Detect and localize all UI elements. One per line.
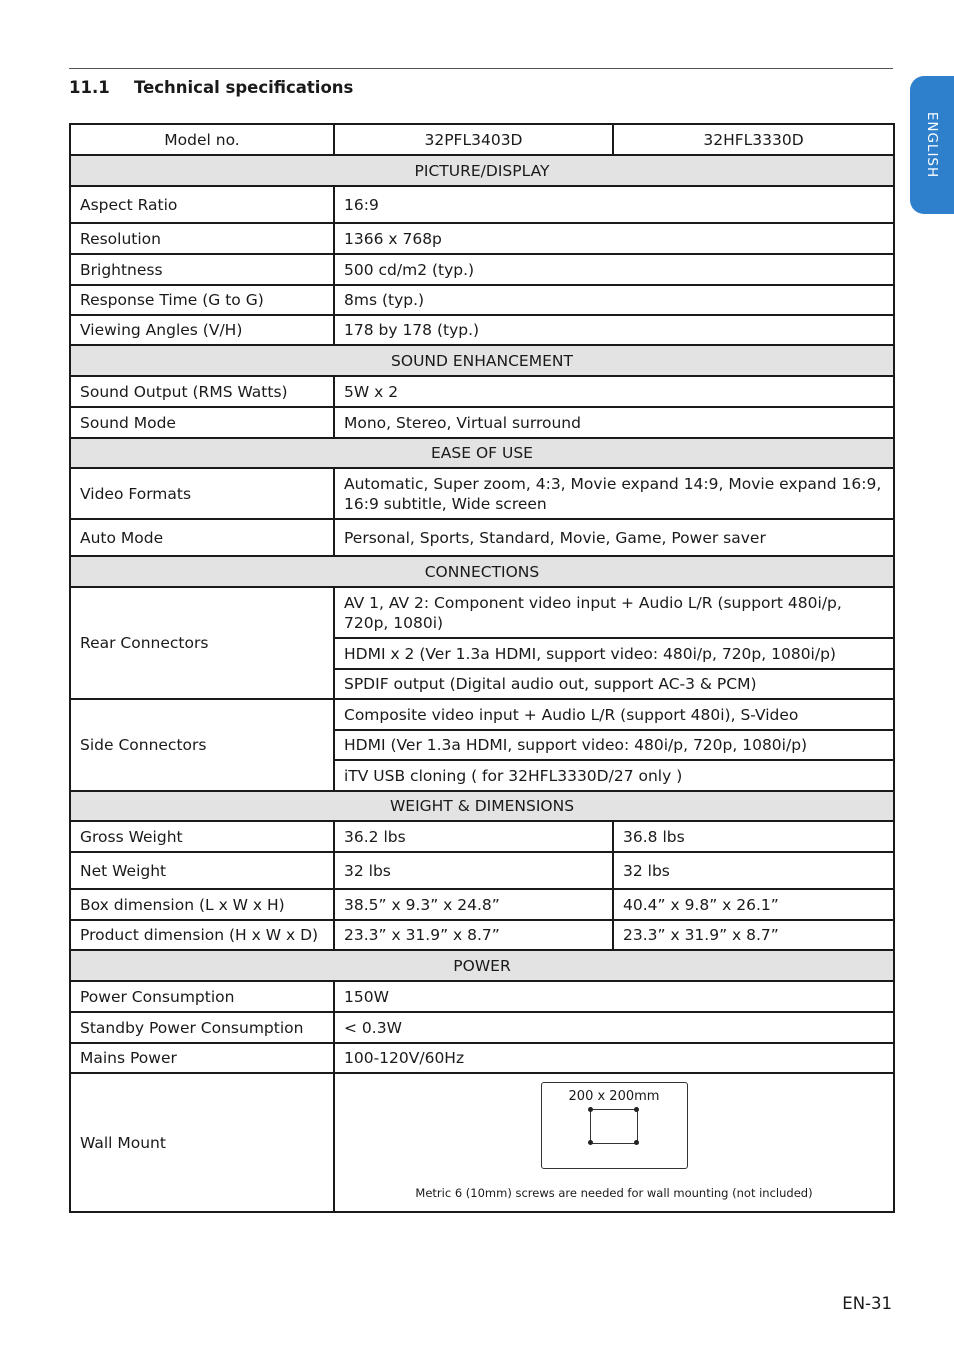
section-heading bbox=[69, 78, 353, 97]
row-value: Automatic, Super zoom, 4:3, Movie expand 14:9, Movie expand 16:9, 16:9 subtitle, Wide screen bbox=[334, 468, 894, 519]
table-row bbox=[70, 889, 894, 920]
wall-mount-diagram bbox=[541, 1082, 688, 1169]
language-tab bbox=[910, 76, 954, 214]
table-row bbox=[70, 315, 894, 345]
wall-mount-cell bbox=[334, 1073, 894, 1212]
row-value: 16:9 bbox=[334, 186, 894, 223]
table-row bbox=[70, 285, 894, 315]
table-row bbox=[70, 468, 894, 519]
screw-hole-icon bbox=[634, 1140, 639, 1145]
row-value: 100-120V/60Hz bbox=[334, 1043, 894, 1073]
row-label: Brightness bbox=[70, 254, 334, 285]
row-value: iTV USB cloning ( for 32HFL3330D/27 only ) bbox=[334, 760, 894, 791]
row-value: < 0.3W bbox=[334, 1012, 894, 1043]
screw-hole-icon bbox=[588, 1107, 593, 1112]
screw-hole-icon bbox=[588, 1140, 593, 1145]
row-value: 1366 x 768p bbox=[334, 223, 894, 254]
section-row bbox=[70, 791, 894, 821]
row-value-model-1: 32 lbs bbox=[334, 852, 613, 889]
row-label: Side Connectors bbox=[70, 699, 334, 791]
section-number: 11.1 bbox=[69, 78, 110, 97]
row-label: Aspect Ratio bbox=[70, 186, 334, 223]
row-label: Net Weight bbox=[70, 852, 334, 889]
wall-mount-dimension: 200 x 200mm bbox=[568, 1089, 660, 1104]
table-row bbox=[70, 1012, 894, 1043]
row-label: Sound Mode bbox=[70, 407, 334, 438]
top-rule bbox=[69, 68, 893, 69]
row-value: 8ms (typ.) bbox=[334, 285, 894, 315]
row-value-model-2: 23.3” x 31.9” x 8.7” bbox=[613, 920, 894, 950]
section-title-picture: PICTURE/DISPLAY bbox=[70, 155, 894, 186]
row-label: Box dimension (L x W x H) bbox=[70, 889, 334, 920]
row-value: Mono, Stereo, Virtual surround bbox=[334, 407, 894, 438]
table-row bbox=[70, 981, 894, 1012]
section-title-ease: EASE OF USE bbox=[70, 438, 894, 468]
model-label: Model no. bbox=[70, 124, 334, 155]
wall-mount-row bbox=[70, 1073, 894, 1212]
table-row bbox=[70, 852, 894, 889]
row-label: Viewing Angles (V/H) bbox=[70, 315, 334, 345]
row-value: AV 1, AV 2: Component video input + Audio L/R (support 480i/p, 720p, 1080i) bbox=[334, 587, 894, 638]
row-label: Gross Weight bbox=[70, 821, 334, 852]
section-row bbox=[70, 345, 894, 376]
row-value: HDMI (Ver 1.3a HDMI, support video: 480i/p, 720p, 1080i/p) bbox=[334, 730, 894, 760]
section-title-weight: WEIGHT & DIMENSIONS bbox=[70, 791, 894, 821]
section-row bbox=[70, 438, 894, 468]
row-label: Response Time (G to G) bbox=[70, 285, 334, 315]
table-row bbox=[70, 519, 894, 556]
language-tab-label: ENGLISH bbox=[924, 111, 940, 179]
model-row bbox=[70, 124, 894, 155]
row-label: Wall Mount bbox=[70, 1073, 334, 1212]
table-row bbox=[70, 376, 894, 407]
row-value: 5W x 2 bbox=[334, 376, 894, 407]
row-value-model-2: 32 lbs bbox=[613, 852, 894, 889]
mount-hole-pattern bbox=[590, 1109, 638, 1144]
table-row bbox=[70, 223, 894, 254]
screw-hole-icon bbox=[634, 1107, 639, 1112]
table-row bbox=[70, 699, 894, 730]
section-row bbox=[70, 556, 894, 587]
section-row bbox=[70, 155, 894, 186]
spec-table bbox=[69, 123, 895, 1213]
row-value-model-2: 36.8 lbs bbox=[613, 821, 894, 852]
row-value-model-1: 23.3” x 31.9” x 8.7” bbox=[334, 920, 613, 950]
model-1: 32PFL3403D bbox=[334, 124, 613, 155]
section-title: Technical specifications bbox=[134, 78, 354, 97]
row-label: Mains Power bbox=[70, 1043, 334, 1073]
row-value: SPDIF output (Digital audio out, support AC-3 & PCM) bbox=[334, 669, 894, 699]
section-title-sound: SOUND ENHANCEMENT bbox=[70, 345, 894, 376]
table-row bbox=[70, 1043, 894, 1073]
section-row bbox=[70, 950, 894, 981]
row-value: Personal, Sports, Standard, Movie, Game, Power saver bbox=[334, 519, 894, 556]
row-value-model-1: 36.2 lbs bbox=[334, 821, 613, 852]
row-label: Auto Mode bbox=[70, 519, 334, 556]
row-value: 150W bbox=[334, 981, 894, 1012]
page-number: EN-31 bbox=[842, 1294, 892, 1313]
table-row bbox=[70, 821, 894, 852]
model-2: 32HFL3330D bbox=[613, 124, 894, 155]
wall-mount-note: Metric 6 (10mm) screws are needed for wall mounting (not included) bbox=[415, 1186, 813, 1200]
row-value: 500 cd/m2 (typ.) bbox=[334, 254, 894, 285]
row-value-model-1: 38.5” x 9.3” x 24.8” bbox=[334, 889, 613, 920]
table-row bbox=[70, 407, 894, 438]
row-label: Video Formats bbox=[70, 468, 334, 519]
row-label: Power Consumption bbox=[70, 981, 334, 1012]
table-row bbox=[70, 186, 894, 223]
row-value: Composite video input + Audio L/R (support 480i), S-Video bbox=[334, 699, 894, 730]
row-label: Resolution bbox=[70, 223, 334, 254]
row-value: HDMI x 2 (Ver 1.3a HDMI, support video: 480i/p, 720p, 1080i/p) bbox=[334, 638, 894, 669]
row-value: 178 by 178 (typ.) bbox=[334, 315, 894, 345]
table-row bbox=[70, 587, 894, 638]
section-title-power: POWER bbox=[70, 950, 894, 981]
table-row bbox=[70, 254, 894, 285]
table-row bbox=[70, 920, 894, 950]
section-title-connections: CONNECTIONS bbox=[70, 556, 894, 587]
row-label: Sound Output (RMS Watts) bbox=[70, 376, 334, 407]
row-label: Rear Connectors bbox=[70, 587, 334, 699]
row-label: Standby Power Consumption bbox=[70, 1012, 334, 1043]
row-label: Product dimension (H x W x D) bbox=[70, 920, 334, 950]
row-value-model-2: 40.4” x 9.8” x 26.1” bbox=[613, 889, 894, 920]
